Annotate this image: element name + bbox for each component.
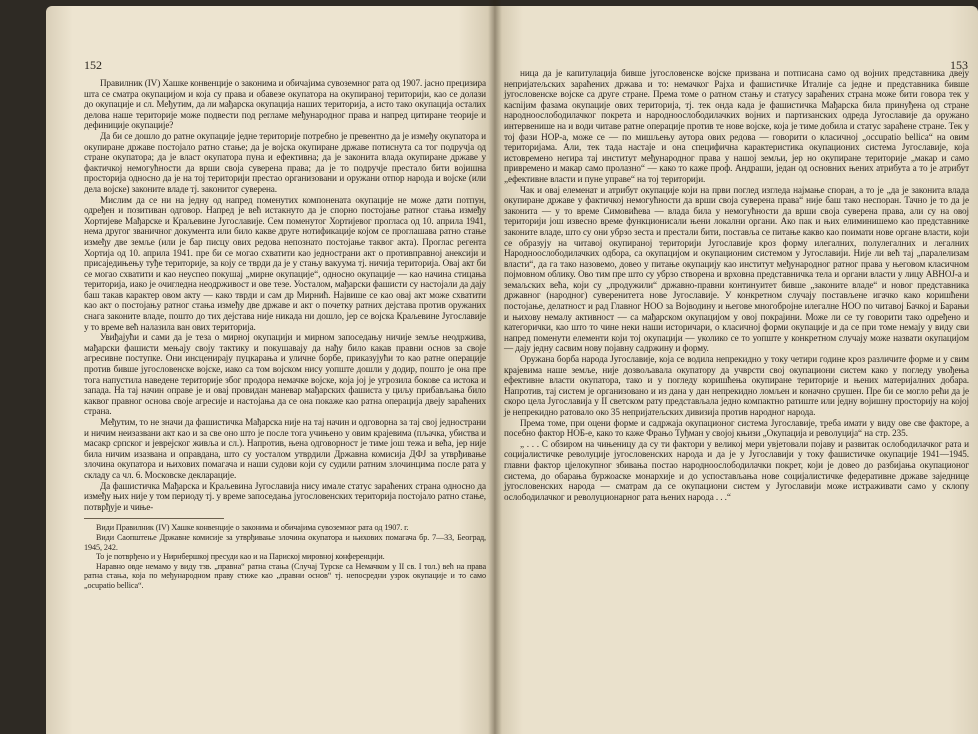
paragraph: Према томе, при оцени форме и садржаја окупационог система Југославије, треба имати у виду ове све факторе, а посебно фактор НОБ-е, како то каже Фрањо Туђман у својој књизи „Окупација и револуција“ на стр. 235. — [504, 417, 969, 439]
paragraph: Чак и овај елеменат и атрибут окупације који на први поглед изгледа најмање споран, а то је „да је законита влада окупиране државе у фактичкој немогућности да врши своја суверена права“ није баш тако неспоран. Тачно је то да је законита — у то време Симовићева — влада била у немогућности да врши своја суверена права, али су на овој територији још извесно време функционисали њени локални органи. Ако пак и њих елиминишемо као представнике законите владе, што су они убрзо зеста и престали бити, поставља се питање какво као поимати нове органе власти, који се образују на читавој окупираној територији Југославије кроз форму илегалних, полулегалних и легалних Народноослободилачких одбора, са окупацијом и окупационим системом у Југославији. Није ли већ тај „паралелизам власти“, да га тако назовемо, довео у питање окупацију као институт међународног ратног права у његовом класичном појмовном облику. Ово тим пре што су убрзо створена и врховна представничка тела и органи власти у лицу АВНОЈ-а и земаљских већа, који су „продужили“ државно-правни континуитет бивше „законите владе“ и новог представника државног (народног) суверенитета нове Југославије. У конкретном случају постављене игачко како коришћени постојање, делатност и рад Главног НОО за Војводину и његове многобројне илегалне НОО по читавој Бачкој и Барањи и њихову немалу активност — са мађарском окупацијом у овој покрајини. Може ли се ту говорити тако одређено и категорички, као што то чине неки наши историчари, о класичној форми окупације и да се при томе немају у виду сви напред поменути елементи који тој окупацији — уколико се то уопште у конкретном случају може назвати окупацијом — дају једну сасвим нову појавну садржину и форму. — [504, 184, 969, 354]
paragraph: Правилник (IV) Хашке конвенције о законима и обичајима сувоземног рата од 1907. јасно прецизира шта се сматра окупацијом и која су права и обавезе окупатора на окупираној територији, као се долази до окупације и сл. Међутим, да ли мађарска окупација наших територија, а исто тако окупација осталих делова наше територије може подвести под регламе међународног права и напред цитиране теорије и дефиниције окупације? — [84, 78, 487, 131]
footnote: То је потврђено и у Нирнбершкој пресуди као и на Париској мировној конференцији. — [96, 552, 385, 562]
left-page-body — [84, 78, 486, 591]
footnote: Види Правилник (IV) Хашке конвенције о законима и обичајима сувоземног рата од 1907. г. — [96, 523, 409, 533]
paragraph: Оружана борба народа Југославије, која се водила непрекидно у току четири године кроз различите форме и у свим крајевима наше земље, није дозвољавала окупатору да учврсти свој окупациони систем како у погледу увођења ефективне власти окупатора, тако и у погледу коришћења окупиране територије и њених материјалних добара. Напротив, тај систем је организовано и из дана у дан непрекидно ломљен и коначно срушен. Пре би се могло рећи да је скоро цела Југославија у II светском рату представљала једно компактно ратиште или једну војишну просторију на којој је непрекидно ратовало око 35 непријатељских дивизија против народног народа. — [504, 354, 969, 417]
paragraph: Међутим, то не значи да фашистичка Мађарска није на тај начин и одговорна за тај свој једнострани и ничим неизазвани акт као и за све оно што је после тога учињено у овим крајевима (пљачка, убиства и масакр српског и јеврејског живља и сл.). Напротив, њена одговорност је тиме још тежа и већа, јер није била ничим изазвана и оправдана, што су уосталом утврдили Државна комисија ДФЈ за утврђивање злочина окупатора и њихових помагача и наши судови који су судили ратним злочинцима после рата у складу са чл. 6. Московске декларације. — [84, 417, 486, 480]
book-gutter — [488, 0, 502, 734]
paragraph: ница да је капитулација бивше југословенске војске призвана и потписана само од војних представника двеју непријатељских зараћених држава и то: немачког Рајха и фашистичке Италије са једне и представника бивше југословенске војске са друге стране. Према томе о ратном стању и статусу зараћених страна може бити говора тек у касnijим фазама окупације ових територија, тј. тек онда када је фашистичка Мађарска била принуђена од стране народноослободилачког покрета и народноослободилачких војних и партизанских одреда Југославије да оружано интервенише на и води читаве ратне операције против тe нове војске, која је тиме добила и статус зараћене стране. Тек у тој фази НОР-а, може се — по мишљењу аутора ових редова — говорити о класичној „occupatio bellica“ на овим територијама. Али, тек тада настаје и она специфична карактеристика окупационих система Југославије, која истовремено негира тај институт међународног права у нашој земљи, јер но окупиране територије „макар и само привремено и макар само пролазно“ — како то каже проф. Андраши, један од основних њених атрибута а то је атрибут „ефективне власти и пуне управе“ на тој територији. — [504, 68, 969, 184]
quote-paragraph: „ . . . С обзиром на чињеницу да су ти фактори у великој мери увјетовали појаву и развитак ослободилачког рата и социјалистичке револуције југословенских народа и да је у Југославији у току фашистичке окупације 1941—1945. главни фактор цјелокупног збивања постао народноослободилачки покрет, који је довео до разбијања окупационог система, до обарања буржоаске монархије и до успостављања нове социјалистичке федеративне државе заједнице југословенских народа — сматрам да се окупациони систем у Југославији може истраживати само у склопу ослободилачког и револуционарног рата њених народа . . .“ — [504, 438, 969, 502]
right-page-number: 153 — [950, 58, 968, 72]
footnotes — [84, 523, 486, 590]
footnote-rule — [84, 518, 224, 519]
right-page-body — [504, 68, 969, 502]
left-page — [46, 6, 494, 734]
left-page-number: 152 — [84, 58, 102, 72]
footnote: Наравно овде немамо у виду тзв. „правна“ ратна стања (Случај Турске са Немачком у II св. I тол.) већ на права ратна стања, која по међународном праву стиже као „правни основ“ тј. непосредни узрок окупације и то само „ocupatio bellica“. — [84, 561, 486, 590]
right-page — [494, 6, 978, 734]
paragraph: Мислим да се ни на једну од напред поменутих компонената окупације не може дати потпун, одређен и позитиван одговор. Напред је већ истакнуто да је спорно постојање ратног стања између Хортијеве Мађарске и Краљевине Југославије. Сем поменутог Хортијевог проглаcа од 10. априла 1941, нема другог званичног документа или било какве друге нотификације којом се проглашава ратно стање између две земље (или је бар писцу ових редова непознато постојање таквог акта). Проглас регента Хортија од 10. априла 1941. пре би се могао схватити као једнострани акт о противправној анексији и присаједињењу туђе територије, за коју се тврди да је у стању вакуума тј. ничија територија. Овај акт би се могао схватити и као неуспео покушај „мирне окупације“, односно окупације — као начина стицања територија, иако је очигледна неодрживост и ове тезе. Уосталом, мађарски фашисти су настојали да дају баш такав карактер овом акту — како тврди и сам др Мирнић. Највише се као овај акт може схватити као акт о постојању ратног стања између две државе и акт о почетку ратних дејстава против оружаних снага законите владе, пошто до тих дејстава није никада ни дошло, јер се војска Краљевине Југославије у то време већ налазила ван ових територија. — [84, 194, 486, 332]
paragraph: Да фашистичка Мађарска и Краљевина Југославија нису имале статус зараћених страна односно да између њих није у том периоду тј. у време запоседања југословенских територија постојало ратно стање, потврђује и чиње- — [84, 480, 486, 512]
paragraph: Да би се дошло до ратне окупације једне територије потребно је превентно да је између окупатора и окупиране државе постојало ратно стање; да је војска окупиране државе потиснута са тог подручја од стране окупатора; да је власт окупатора пуна и ефективна; да је законита влада окупиране државе у фактичкој немогућности да врши своја суверена права; да је то подручје престало бити војишна просторија односно да је на тој територији престао организовани и оружани отпор народа и војске (или дела војске) законите владе тј. законитог суверена. — [84, 130, 486, 194]
footnote: Види Саопштење Државне комисије за утврђивање злочина окупатора и њихових помагача бр. 7—33, Београд, 1945, 242. — [84, 532, 486, 552]
paragraph: Увиђајући и сами да је теза о мирној окупацији и мирном запоседању ничије земље неодржива, мађарски фашисти мењају своју тактику и покушавају да нађу било какав правни основ за своје агресивне поступке. Они инсценирају пуцкарања и уличне борбе, приказујући то као ратне операције против бивше југословенске војске, иако са том војском нису уопште дошли у додир, пошто је она пре тога напустила наведене територије због продора немачке војске, која јој је угрозила бокове са истока и запада. На тај начин оправе је и овај провидан маневар мађарских фашиста у циљу прибављања било каквог правног основа своје агресије и настојања да се она покаже као ратна операција двеју зараћених страна. — [84, 332, 486, 417]
